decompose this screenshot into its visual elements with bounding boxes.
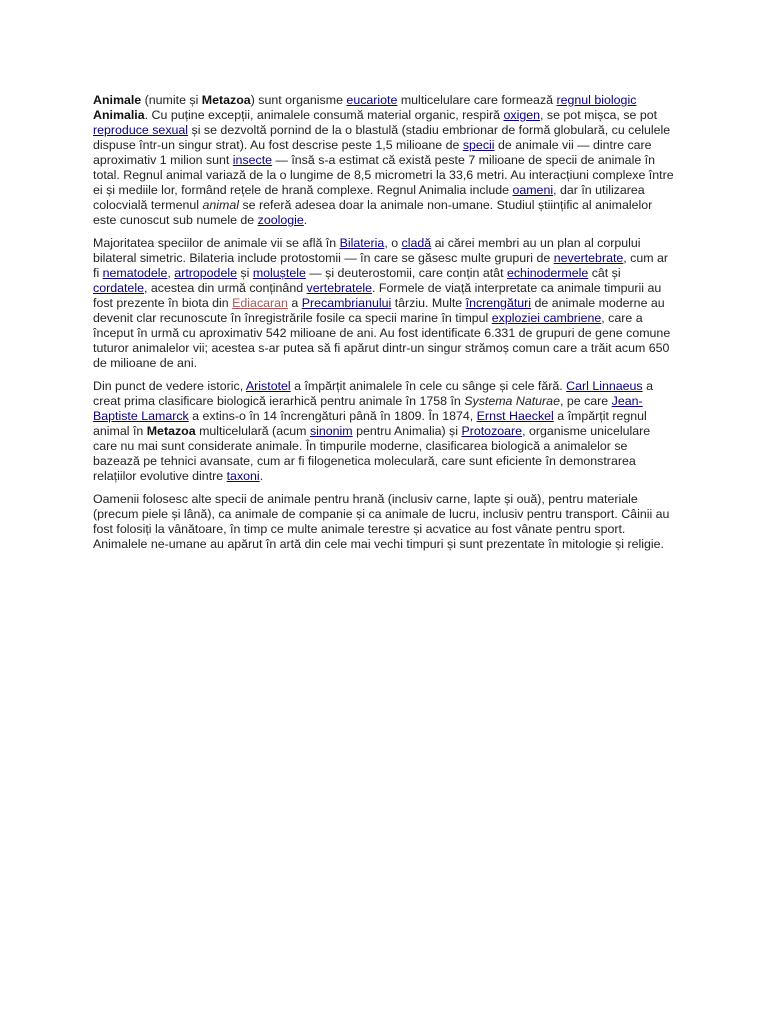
- link-echinodermele[interactable]: echinodermele: [506, 266, 589, 280]
- text: , o: [384, 236, 402, 250]
- text: — însă s-a estimat că există peste 7 milioane de specii de animale în total. Regnul animal variază de la o lungime de 8,5 micrometri la 33,6 metri. Au interacțiuni complexe între ei și mediile lor, formând rețele de hrană complexe. Regnul Animalia include: [93, 153, 674, 197]
- link-increngaturi[interactable]: încrengături: [465, 296, 532, 310]
- article-body: [93, 93, 675, 560]
- paragraph-bilateria: [93, 236, 675, 371]
- text: pentru Animalia) și: [352, 424, 462, 438]
- text: . Cu puține excepții, animalele consumă material organic, respiră: [144, 108, 504, 122]
- link-cordatele[interactable]: cordatele: [93, 281, 144, 295]
- text: Din punct de vedere istoric,: [93, 379, 246, 393]
- link-aristotel[interactable]: Aristotel: [245, 379, 291, 393]
- term-metazoa: Metazoa: [201, 93, 251, 107]
- text: de animale moderne au devenit clar recunoscute în înregistrările fosile ca specii marine în timpul: [93, 296, 665, 325]
- link-ediacaran[interactable]: Ediacaran: [232, 296, 288, 310]
- text: a împărțit regnul animal în: [93, 409, 647, 438]
- text: a creat prima clasificare biologică ierarhică pentru animale în 1758 în: [93, 379, 653, 408]
- text: , care a început în urmă cu aproximativ 542 milioane de ani. Au fost identificate 6.331 de grupuri de gene comune tuturor animalelor vii; acestea s-ar putea să fi apărut dintr-un singur strămoș comun care a trăit acum 650 de milioane de ani.: [93, 311, 671, 370]
- text: multicelulare care formează: [397, 93, 557, 107]
- text: a: [287, 296, 302, 310]
- link-reproduce-sexual[interactable]: reproduce sexual: [93, 123, 189, 137]
- term-animale: Animale: [93, 93, 142, 107]
- link-protozoare[interactable]: Protozoare: [461, 424, 523, 438]
- term-animal: animal: [202, 198, 240, 212]
- text: , organisme unicelulare care nu mai sunt considerate animale. În timpurile moderne, clasificarea biologică a animalelor se bazează pe tehnici avansate, cum ar fi filogenetica moleculară, care sunt eficiente în demonstrarea relațiilor evolutive dintre: [93, 424, 651, 483]
- text: de animale vii — dintre care aproximativ 1 milion sunt: [93, 138, 652, 167]
- link-insecte[interactable]: insecte: [232, 153, 273, 167]
- text: ,: [167, 266, 175, 280]
- text: , se pot mișca, se pot: [540, 108, 658, 122]
- link-clada[interactable]: cladă: [401, 236, 432, 250]
- link-oxigen[interactable]: oxigen: [503, 108, 540, 122]
- link-eucariote[interactable]: eucariote: [346, 93, 398, 107]
- text: , acestea din urmă conținând: [143, 281, 307, 295]
- text: — și deuterostomii, care conțin atât: [305, 266, 507, 280]
- term-systema-naturae: Systema Naturae: [464, 394, 560, 408]
- text: .: [259, 469, 264, 483]
- text: târziu. Multe: [391, 296, 466, 310]
- paragraph-history: [93, 379, 675, 484]
- text: și: [236, 266, 253, 280]
- link-sinonim[interactable]: sinonim: [309, 424, 353, 438]
- link-nevertebrate[interactable]: nevertebrate: [553, 251, 624, 265]
- link-zoologie[interactable]: zoologie: [257, 213, 304, 227]
- text: , cum ar fi: [93, 251, 669, 280]
- term-metazoa-2: Metazoa: [146, 424, 196, 438]
- link-oameni[interactable]: oameni: [512, 183, 554, 197]
- link-jean-baptiste-lamarck[interactable]: Jean-Baptiste Lamarck: [93, 394, 643, 423]
- text: (numite și: [141, 93, 202, 107]
- link-vertebratele[interactable]: vertebratele: [306, 281, 372, 295]
- text: Oamenii folosesc alte specii de animale pentru hrană (inclusiv carne, lapte și ouă), pentru materiale (precum piele și lână), ca animale de companie și ca animale de lucru, inclusiv pentru transport. Câinii au fost folosiți la vânătoare, în timp ce multe animale terestre și acvatice au fost vânate pentru sport. Animalele ne-umane au apărut în artă din cele mai vechi timpuri și sunt prezentate în mitologie și religie.: [93, 492, 670, 551]
- text: a împărțit animalele în cele cu sânge și cele fără.: [290, 379, 567, 393]
- link-specii[interactable]: specii: [462, 138, 495, 152]
- paragraph-human-uses: [93, 492, 675, 552]
- text: multicelulară (acum: [195, 424, 310, 438]
- term-animalia: Animalia: [93, 108, 145, 122]
- link-nematodele[interactable]: nematodele: [102, 266, 168, 280]
- text: și se dezvoltă pornind de la o blastulă (stadiu embrionar de formă globulară, cu celulele dispuse într-un singur strat). Au fost descrise peste 1,5 milioane de: [93, 123, 671, 152]
- text: ai cărei membri au un plan al corpului bilateral simetric. Bilateria include protostomii — în care se găsesc multe grupuri de: [93, 236, 641, 265]
- link-artropodele[interactable]: artropodele: [174, 266, 237, 280]
- link-precambrianului[interactable]: Precambrianului: [301, 296, 392, 310]
- text: ) sunt organisme: [250, 93, 347, 107]
- paragraph-intro: [93, 93, 675, 228]
- link-carl-linnaeus[interactable]: Carl Linnaeus: [566, 379, 643, 393]
- text: , dar în utilizarea colocvială termenul: [93, 183, 645, 212]
- text: , pe care: [559, 394, 612, 408]
- link-exploziei-cambriene[interactable]: exploziei cambriene: [491, 311, 602, 325]
- text: . Formele de viață interpretate ca animale timpurii au fost prezente în biota din: [93, 281, 662, 310]
- text: se referă adesea doar la animale non-umane. Studiul științific al animalelor este cunoscut sub numele de: [93, 198, 653, 227]
- link-ernst-haeckel[interactable]: Ernst Haeckel: [476, 409, 554, 423]
- text: Majoritatea speciilor de animale vii se află în: [93, 236, 340, 250]
- link-regnul-biologic[interactable]: regnul biologic: [556, 93, 637, 107]
- link-taxoni[interactable]: taxoni: [226, 469, 260, 483]
- text: .: [303, 213, 308, 227]
- link-moluste[interactable]: moluștele: [252, 266, 306, 280]
- link-bilateria[interactable]: Bilateria: [339, 236, 385, 250]
- text: a extins-o în 14 încrengături până în 1809. În 1874,: [188, 409, 477, 423]
- text: cât și: [588, 266, 621, 280]
